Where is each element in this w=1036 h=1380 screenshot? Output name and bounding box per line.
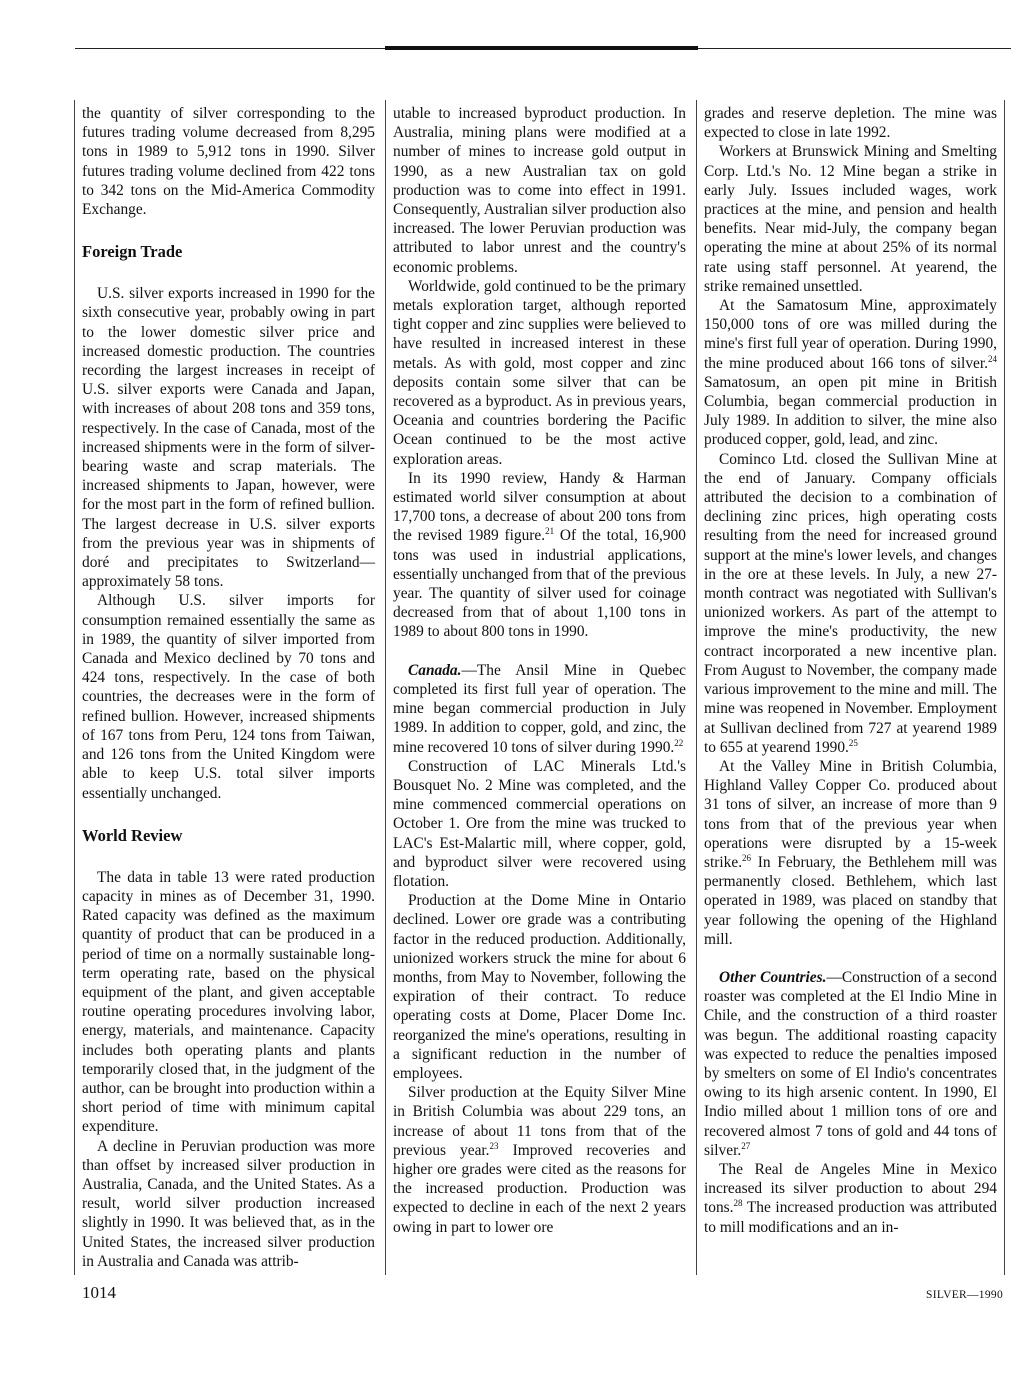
paragraph-text: —The Ansil Mine in Quebec completed its first full year of operation. The mine began commercial production in July 1989. In addition to copper, gold, and zinc, the mine recovered 10 tons of silver during 1990. [393,661,686,756]
paragraph-text: —Construction of a second roaster was completed at the El Indio Mine in Chile, and the construction of a third roaster was begun. The additional roasting capacity was expected to reduce the penalties imposed by smelters on some of El Indio's concentrates owing to its high arsenic content. In 1990, El Indio milled about 1 million tons of ore and recovered almost 7 tons of gold and 44 tons of silver. [704,968,997,1159]
paragraph-text: Of the total, 16,900 tons was used in industrial applications, essentially unchanged from that of the previous year. The quantity of silver used for coinage decreased from that of about 1,100 tons in 1989 to about 800 tons in 1990. [393,527,686,641]
column-divider [74,100,75,1275]
paragraph: The data in table 13 were rated production capacity in mines as of December 31, 1990. Rated capacity was defined as the maximum quantity of product that can be produced in a period of time on a normally sustainable long-term operating rate, based on the physical equipment of the plant, and given acceptable routine operating procedures involving labor, energy, materials, and maintenance. Capacity includes both operating plants and plants temporarily closed that, in the judgment of the author, can be brought into production within a short period of time with minimum capital expenditure. [82,868,375,1136]
paragraph: A decline in Peruvian production was more than offset by increased silver production in Australia, Canada, and the United States. As a result, world silver production increased slightly in 1990. It was believed that, as in the United States, the increased silver production in Australia and Canada was attrib- [82,1137,375,1270]
text-column-3 [704,104,997,1237]
paragraph-text: Samatosum, an open pit mine in British Columbia, began commercial production in July 1989. In addition to silver, the mine also produced copper, gold, lead, and zinc. [704,373,997,449]
paragraph-text: In its 1990 review, Handy & Harman estimated world silver consumption at about 17,700 tons, a decrease of about 200 tons from the revised 1989 figure. [393,469,686,545]
text-column-1 [82,104,375,1271]
footnote-ref: 26 [742,852,752,863]
paragraph-text: Cominco Ltd. closed the Sullivan Mine at the end of January. Company officials attributed the decision to a combination of declining zinc prices, high operating costs resulting from the need for increased ground support at the mine's lower levels, and changes in the ore at these levels. In July, a new 27-month contract was negotiated with Sullivan's unionized workers. As part of the attempt to improve the mine's productivity, the new contract incorporated a new incentive plan. From August to November, the company made various improvement to the mine and mill. The mine was reopened in November. Employment at Sullivan declined from 727 at yearend 1989 to 655 at yearend 1990. [704,450,997,756]
paragraph [704,450,997,757]
paragraph: Worldwide, gold continued to be the primary metals exploration target, although reported tight copper and zinc supplies were believed to have resulted in increased interest in these metals. As with gold, most copper and zinc deposits contain some silver that can be recovered as a byproduct. As in previous years, Oceania and countries bordering the Pacific Ocean continued to be the most active exploration areas. [393,277,686,468]
paragraph [393,469,686,642]
section-heading-foreign-trade: Foreign Trade [82,242,183,262]
paragraph-text: The increased production was attributed to mill modifications and an in- [704,1199,997,1236]
paragraph-canada [393,661,686,757]
paragraph [393,1083,686,1237]
runin-heading-other-countries: Other Countries. [719,968,827,986]
paragraph-other-countries [704,968,997,1160]
footnote-ref: 24 [988,353,997,364]
running-title: SILVER—1990 [926,1289,1003,1301]
paragraph: grades and reserve depletion. The mine was expected to close in late 1992. [704,105,997,142]
paragraph: the quantity of silver corresponding to the futures trading volume decreased from 8,295 tons in 1989 to 5,912 tons in 1990. Silver futures trading volume declined from 422 tons to 342 tons on the Mid-America Commodity Exchange. [82,105,375,219]
paragraph-text: The Real de Angeles Mine in Mexico increased its silver production to about 294 tons. [704,1160,997,1217]
page-number: 1014 [82,1283,116,1302]
footnote-ref: 28 [733,1198,743,1209]
paragraph-text: At the Samatosum Mine, approximately 150,000 tons of ore was milled during the mine's first full year of operation. During 1990, the mine produced about 166 tons of silver. [704,297,997,372]
footnote-ref: 25 [848,737,858,748]
paragraph [704,1160,997,1237]
column-divider [1004,100,1005,1275]
paragraph-text: At the Valley Mine in British Columbia, Highland Valley Copper Co. produced about 31 tons of silver, an increase of more than 9 tons from that of the previous year when operations were disrupted by a 15-week strike. [704,757,997,871]
paragraph-text: Silver production at the Equity Silver Mine in British Columbia was about 229 tons, an increase of about 11 tons from that of the previous year. [393,1084,686,1159]
paragraph: utable to increased byproduct production. In Australia, mining plans were modified at a number of mines to increase gold output in 1990, as a new Australian tax on gold production was to come into effect in 1991. Consequently, Australian silver production also increased. The lower Peruvian production was attributed to labor unrest and the country's economic problems. [393,105,686,276]
column-divider [385,100,386,1275]
footnote-ref: 23 [489,1140,499,1151]
text-column-2 [393,104,686,1237]
paragraph: Production at the Dome Mine in Ontario declined. Lower ore grade was a contributing factor in the reduced production. Additionally, unionized workers struck the mine for about 6 months, from May to November, following the expiration of their contract. To reduce operating costs at Dome, Placer Dome Inc. reorganized the mine's operations, resulting in a significant reduction in the number of employees. [393,892,686,1082]
paragraph: Although U.S. silver imports for consumption remained essentially the same as in 1989, the quantity of silver imported from Canada and Mexico declined by 70 tons and 424 tons, respectively. In the case of both countries, the decreases were in the form of refined bullion. However, increased shipments of 167 tons from Peru, 124 tons from Taiwan, and 126 tons from the United Kingdom were able to keep U.S. total silver imports essentially unchanged. [82,592,375,802]
runin-heading-canada: Canada. [408,661,462,679]
paragraph: Workers at Brunswick Mining and Smelting Corp. Ltd.'s No. 12 Mine began a strike in early July. Issues included wages, work practices at the mine, and pension and health benefits. Near mid-July, the company began operating the mine at about 25% of its normal rate using staff personnel. At yearend, the strike remained unsettled. [704,143,997,295]
paragraph-text: In February, the Bethlehem mill was permanently closed. Bethlehem, which last operated in 1989, was placed on standby that year following the opening of the Highland mill. [704,853,997,948]
footnote-ref: 22 [674,737,684,748]
header-rule-accent [385,46,698,50]
footnote-ref: 21 [545,526,555,537]
paragraph-text: Improved recoveries and higher ore grades were cited as the reasons for the increased production. Production was expected to decline in each of the next 2 years owing in part to lower ore [393,1141,686,1236]
section-heading-world-review: World Review [82,825,183,845]
column-divider [696,100,697,1275]
footnote-ref: 27 [741,1140,751,1151]
paragraph: U.S. silver exports increased in 1990 for the sixth consecutive year, probably owing in part to the lower domestic silver price and increased domestic production. The countries recording the largest increases in receipt of U.S. silver exports were Canada and Japan, with increases of about 208 tons and 359 tons, respectively. In the case of Canada, most of the increased shipments were in the form of silver-bearing waste and scrap materials. The increased shipments to Japan, however, were for the most part in the form of refined bullion. The largest decrease in U.S. silver exports from the previous year was in shipments of doré and precipitates to Switzerland—approximately 58 tons. [82,285,375,591]
paragraph [704,296,997,450]
paragraph: Construction of LAC Minerals Ltd.'s Bousquet No. 2 Mine was completed, and the mine commenced commercial operations on October 1. Ore from the mine was trucked to LAC's Est-Malartic mill, where copper, gold, and byproduct silver were recovered using flotation. [393,757,686,890]
paragraph [704,757,997,949]
